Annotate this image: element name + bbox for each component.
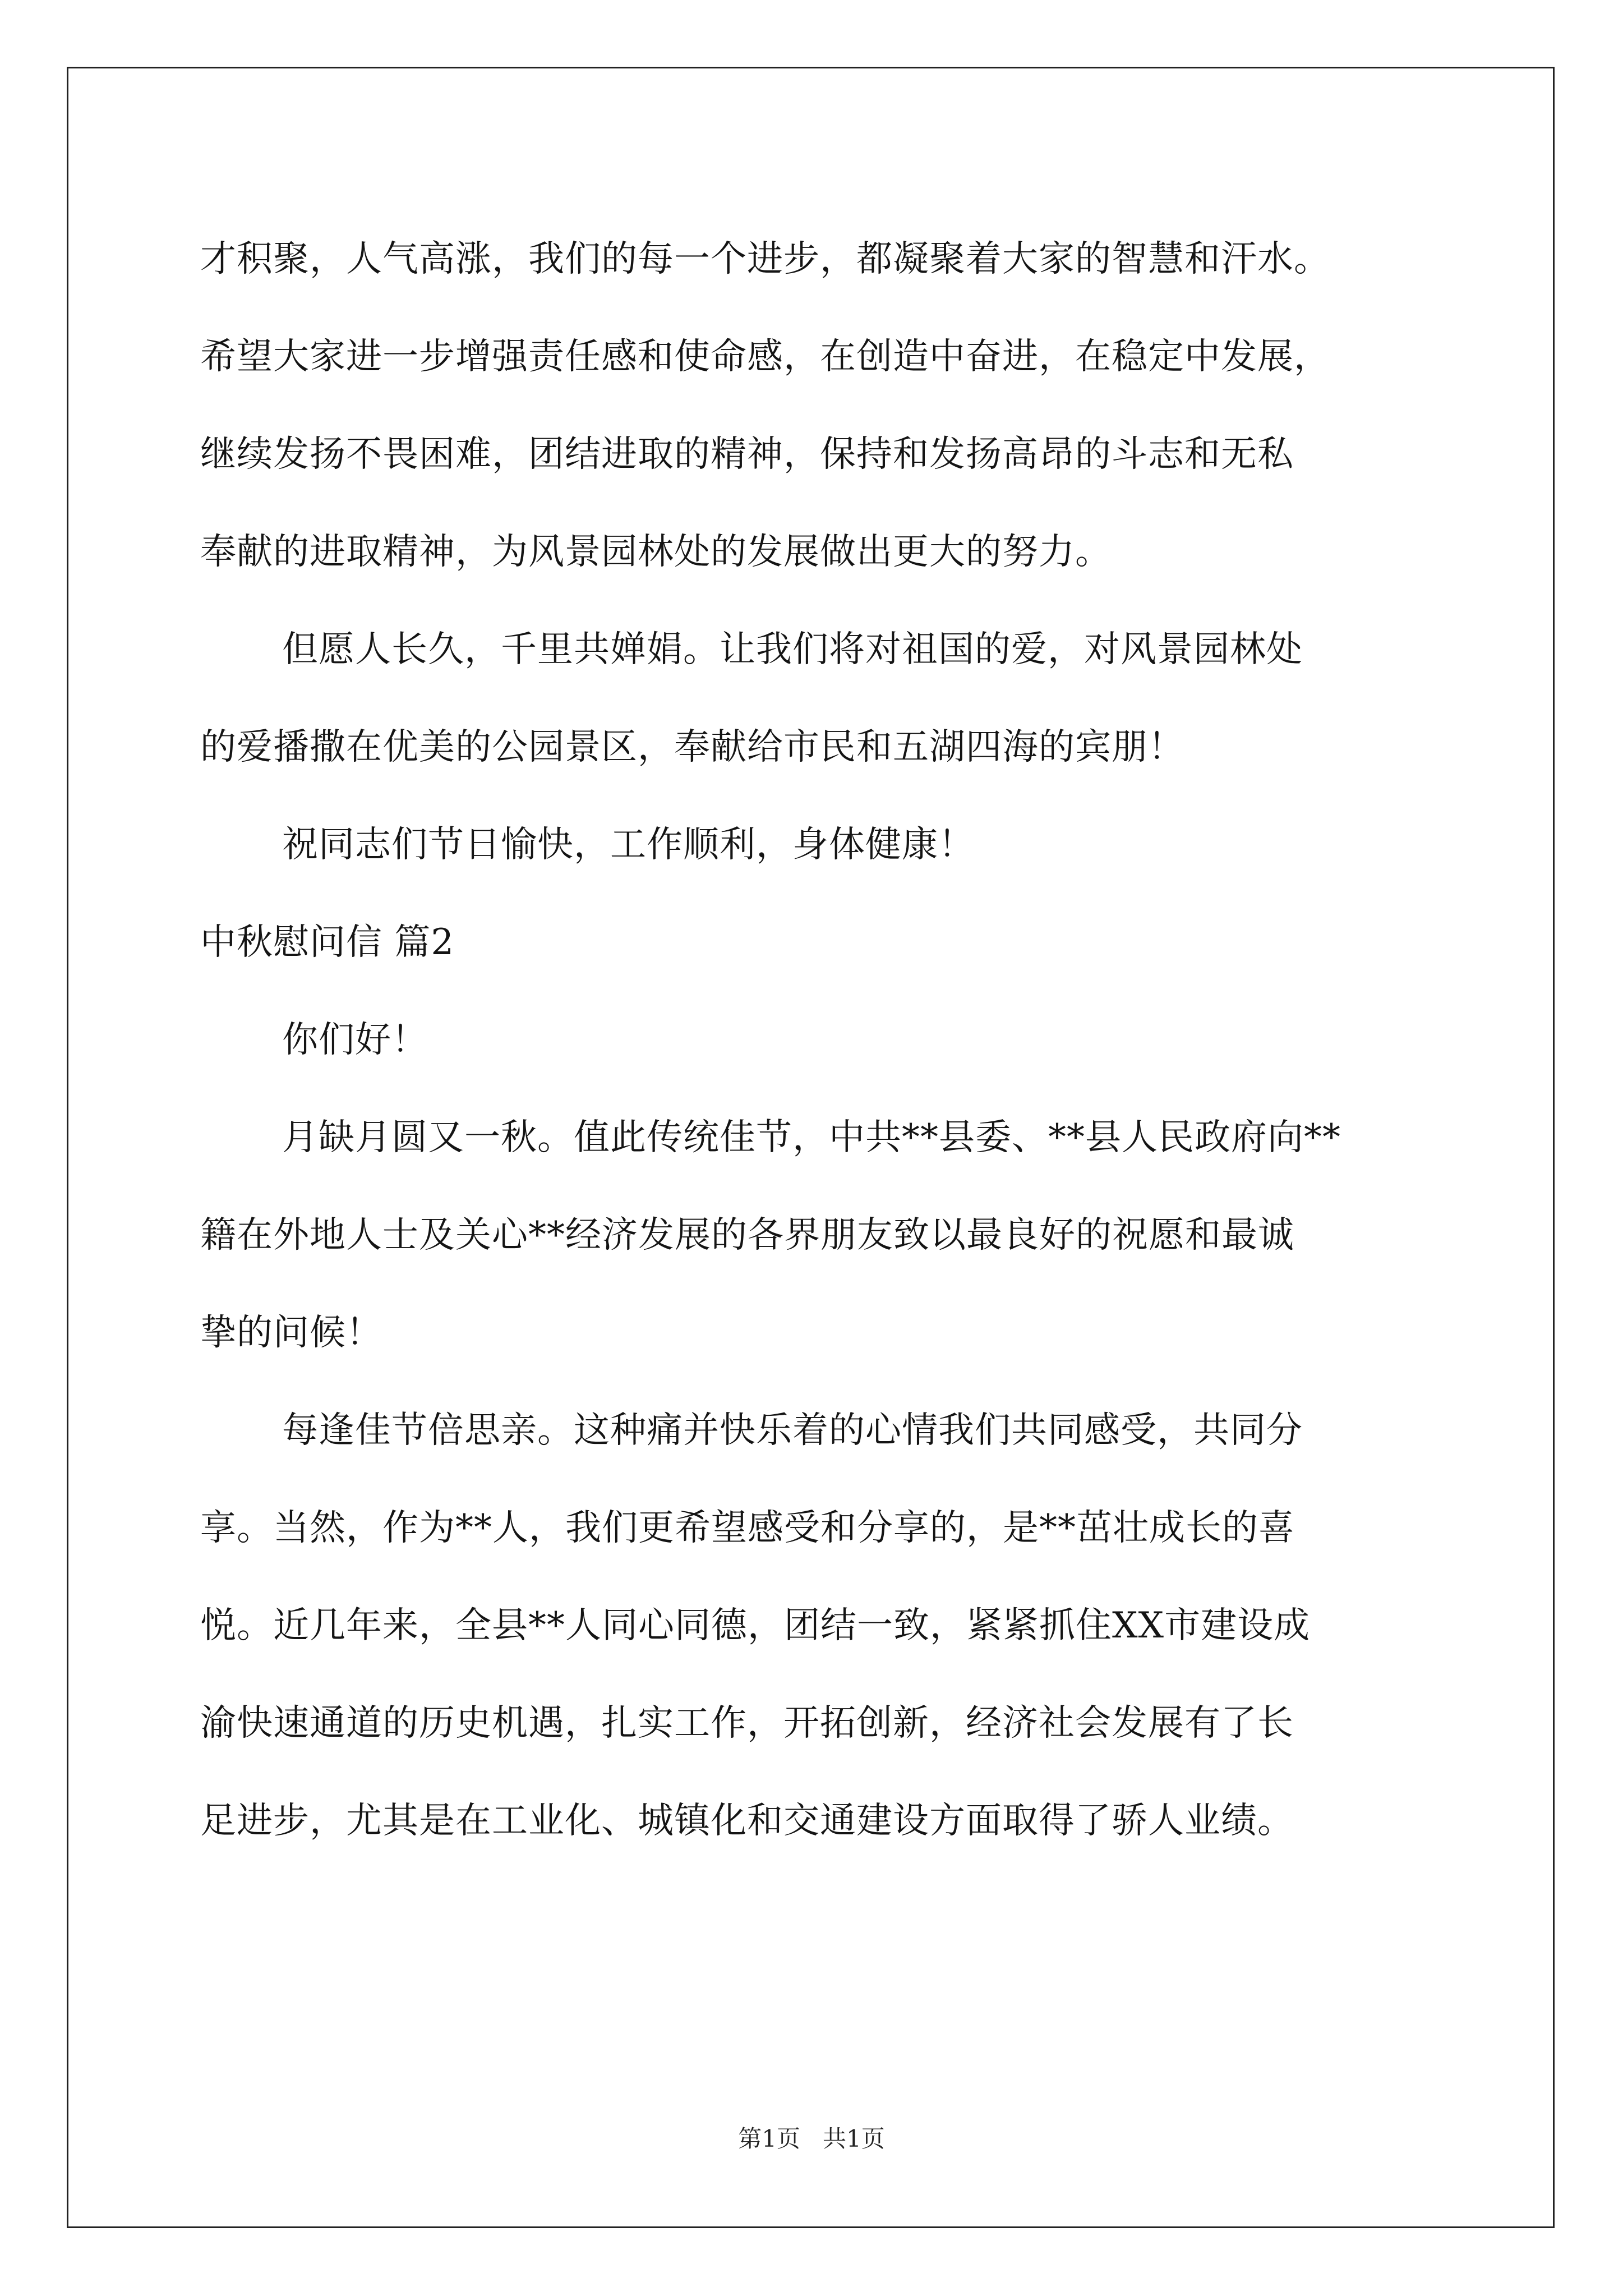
paragraph-line: 祝同志们节日愉快，工作顺利，身体健康！ [282, 824, 975, 866]
paragraph-line: 但愿人长久，千里共婵娟。让我们将对祖国的爱，对风景园林处 [282, 629, 1303, 670]
page-footer: 第1页 共1页 [738, 2125, 885, 2152]
paragraph-line: 悦。近几年来，全县**人同心同德，团结一致，紧紧抓住XX市建设成 [200, 1605, 1311, 1646]
salutation: 你们好！ [282, 1019, 428, 1061]
paragraph-line: 渝快速通道的历史机遇，扎实工作，开拓创新，经济社会发展有了长 [200, 1703, 1294, 1744]
paragraph-line: 足进步，尤其是在工业化、城镇化和交通建设方面取得了骄人业绩。 [200, 1800, 1294, 1842]
paragraph-line: 奉献的进取精神，为风景园林处的发展做出更大的努力。 [200, 531, 1112, 573]
paragraph-line: 籍在外地人士及关心**经济发展的各界朋友致以最良好的祝愿和最诚 [200, 1214, 1294, 1256]
paragraph-line: 希望大家进一步增强责任感和使命感，在创造中奋进，在稳定中发展， [200, 336, 1330, 378]
paragraph-line: 继续发扬不畏困难，团结进取的精神，保持和发扬高昂的斗志和无私 [200, 434, 1294, 475]
paragraph-line: 享。当然，作为**人，我们更希望感受和分享的，是**茁壮成长的喜 [200, 1507, 1295, 1549]
paragraph-line: 每逢佳节倍思亲。这种痛并快乐着的心情我们共同感受，共同分 [282, 1410, 1303, 1451]
paragraph-line: 才积聚，人气高涨，我们的每一个进步，都凝聚着大家的智慧和汗水。 [200, 238, 1330, 280]
section-heading: 中秋慰问信 篇2 [200, 922, 455, 963]
document-body [200, 210, 1468, 1870]
paragraph-line: 月缺月圆又一秋。值此传统佳节，中共**县委、**县人民政府向** [282, 1117, 1341, 1158]
paragraph-line: 的爱播撒在优美的公园景区，奉献给市民和五湖四海的宾朋！ [200, 726, 1184, 768]
paragraph-line: 挚的问候！ [200, 1312, 382, 1354]
